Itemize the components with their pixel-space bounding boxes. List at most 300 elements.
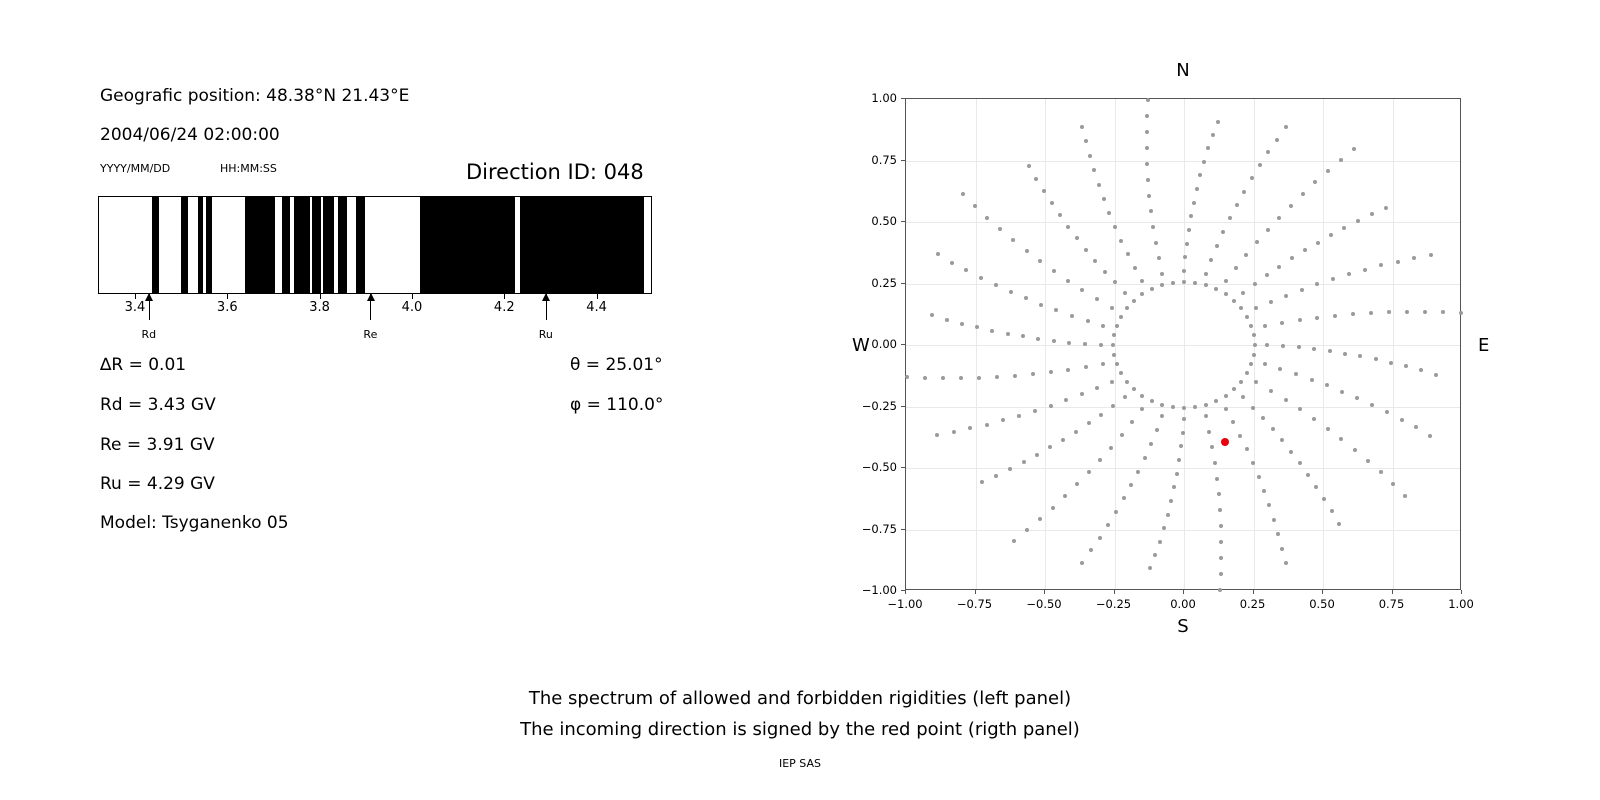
axis-tick-label: 3.8 (309, 300, 330, 315)
direction-dot (1160, 403, 1164, 407)
direction-dot (1067, 341, 1071, 345)
direction-dot (1066, 279, 1070, 283)
direction-dot (1329, 233, 1333, 237)
direction-dot (1207, 430, 1211, 434)
direction-dot (1052, 269, 1056, 273)
x-tickmark (1253, 590, 1254, 594)
axis-tick (597, 294, 598, 299)
direction-dot (1140, 407, 1144, 411)
axis-tick-label: 4.2 (493, 300, 515, 315)
direction-dot (1300, 288, 1304, 292)
direction-dot (1265, 343, 1269, 347)
direction-dot (1145, 130, 1149, 134)
axis-tick (135, 294, 136, 299)
direction-dot (1245, 447, 1249, 451)
x-tick-label: −1.00 (887, 597, 923, 611)
direction-dot (1093, 259, 1097, 263)
direction-dot (1083, 342, 1087, 346)
direction-dot (1400, 418, 1404, 422)
direction-dot (1363, 268, 1367, 272)
direction-dot (1099, 343, 1103, 347)
direction-dot (1272, 518, 1276, 522)
direction-dot (1340, 390, 1344, 394)
y-tick-label: 0.75 (871, 152, 897, 167)
direction-dot (961, 192, 965, 196)
direction-dot (1396, 260, 1400, 264)
direction-dot (1217, 492, 1221, 496)
direction-dot (1011, 238, 1015, 242)
direction-dot (1146, 98, 1150, 102)
direction-dot (1049, 404, 1053, 408)
direction-dot (1038, 517, 1042, 521)
direction-dot (1218, 588, 1222, 592)
direction-dot (1412, 256, 1416, 260)
direction-dot (1253, 282, 1257, 286)
direction-dot (1084, 365, 1088, 369)
forbidden-band (312, 197, 320, 293)
gridline-vertical (1045, 99, 1046, 589)
direction-dot (1058, 213, 1062, 217)
direction-dot (1284, 561, 1288, 565)
direction-dot (1119, 371, 1123, 375)
direction-dot (1025, 249, 1029, 253)
direction-dot (1316, 241, 1320, 245)
direction-dot (1215, 244, 1219, 248)
direction-dot (1252, 353, 1256, 357)
direction-dot (1280, 321, 1284, 325)
direction-dot (994, 474, 998, 478)
direction-dot (1389, 361, 1393, 365)
direction-dot (1328, 349, 1332, 353)
direction-dot (1107, 211, 1111, 215)
direction-dot (1278, 367, 1282, 371)
direction-dot (1263, 324, 1267, 328)
geographic-position-text: Geografic position: 48.38°N 21.43°E (100, 86, 410, 106)
direction-dot (1171, 405, 1175, 409)
direction-dot (1221, 230, 1225, 234)
forbidden-band (294, 197, 310, 293)
direction-dot (1063, 494, 1067, 498)
direction-dot (1263, 362, 1267, 366)
axis-tick-label: 4.0 (401, 300, 423, 315)
direction-dot (1193, 405, 1197, 409)
x-tick-label: −0.75 (956, 597, 993, 611)
forbidden-band (420, 197, 515, 293)
direction-dot (1239, 306, 1243, 310)
direction-dot (1031, 372, 1035, 376)
direction-dot (1289, 204, 1293, 208)
direction-dot (1405, 310, 1409, 314)
direction-dot (1145, 146, 1149, 150)
direction-dot (1001, 418, 1005, 422)
axis-tick (504, 294, 505, 299)
direction-dot (1049, 370, 1053, 374)
direction-dot (1331, 277, 1335, 281)
direction-dot (995, 375, 999, 379)
direction-dot (1095, 386, 1099, 390)
gridline-horizontal (906, 222, 1460, 223)
y-tickmark (901, 406, 905, 407)
direction-dot (1257, 475, 1261, 479)
forbidden-band (181, 197, 188, 293)
direction-dot (1080, 392, 1084, 396)
direction-dot (1213, 461, 1217, 465)
x-tick-label: −0.25 (1095, 597, 1132, 611)
direction-dot (1097, 183, 1101, 187)
direction-dot (964, 268, 968, 272)
direction-dot (1216, 120, 1220, 124)
direction-dot (1204, 272, 1208, 276)
direction-dot (985, 216, 989, 220)
direction-dot (1284, 294, 1288, 298)
direction-dot (1154, 241, 1158, 245)
direction-dot (1423, 310, 1427, 314)
direction-dot (930, 313, 934, 317)
direction-dot (1120, 433, 1124, 437)
direction-dot (1022, 460, 1026, 464)
direction-dot (1312, 417, 1316, 421)
axis-tick-label: 4.4 (586, 300, 607, 315)
direction-dot (1048, 445, 1052, 449)
direction-dot (990, 329, 994, 333)
direction-dot (1064, 398, 1068, 402)
direction-dot (1192, 201, 1196, 205)
direction-dot (1204, 414, 1208, 418)
direction-dot (1102, 197, 1106, 201)
direction-dot (1051, 506, 1055, 510)
direction-dot (1166, 513, 1170, 517)
direction-dot (1441, 310, 1445, 314)
stat-rd: Rd = 3.43 GV (100, 395, 216, 415)
direction-dot (1012, 539, 1016, 543)
direction-dot (1160, 272, 1164, 276)
direction-id-text: Direction ID: 048 (466, 160, 644, 184)
direction-dot (1095, 297, 1099, 301)
direction-dot (1150, 287, 1154, 291)
direction-dot (1374, 357, 1378, 361)
x-tickmark (1044, 590, 1045, 594)
direction-dot (1379, 470, 1383, 474)
direction-dot (1080, 288, 1084, 292)
gridline-vertical (1323, 99, 1324, 589)
direction-dot (1310, 378, 1314, 382)
direction-dot (1202, 160, 1206, 164)
direction-dot (1066, 368, 1070, 372)
direction-dot (1157, 256, 1161, 260)
direction-dot (1160, 283, 1164, 287)
axis-tick-label: 3.6 (216, 300, 238, 315)
direction-dot (1036, 337, 1040, 341)
direction-dot (1266, 228, 1270, 232)
direction-dot (1219, 524, 1223, 528)
direction-dot (1123, 395, 1127, 399)
direction-dot (1312, 347, 1316, 351)
direction-dot (1297, 345, 1301, 349)
direction-dot (1369, 311, 1373, 315)
direction-dot (1183, 255, 1187, 259)
direction-dot (1232, 299, 1236, 303)
direction-dot (1215, 477, 1219, 481)
footer-text: IEP SAS (778, 757, 822, 770)
stat-ru: Ru = 4.29 GV (100, 474, 215, 494)
x-tickmark (1322, 590, 1323, 594)
direction-dot (1252, 333, 1256, 337)
direction-dot (1306, 473, 1310, 477)
direction-dot (1258, 163, 1262, 167)
y-tickmark (901, 344, 905, 345)
direction-dot (1113, 225, 1117, 229)
direction-dot (1119, 239, 1123, 243)
axis-tick (320, 294, 321, 299)
direction-dot (1379, 263, 1383, 267)
direction-dot (1403, 494, 1407, 498)
x-tick-label: 0.75 (1378, 597, 1405, 611)
direction-dot (1262, 489, 1266, 493)
direction-dot (1123, 291, 1127, 295)
direction-dot (1115, 324, 1119, 328)
direction-dot (980, 480, 984, 484)
direction-dot (950, 261, 954, 265)
direction-dot (1158, 540, 1162, 544)
direction-dot (1080, 125, 1084, 129)
x-tickmark (1183, 590, 1184, 594)
direction-dot (1187, 228, 1191, 232)
direction-dot (1130, 420, 1134, 424)
direction-dot (1181, 431, 1185, 435)
direction-dot (1269, 300, 1273, 304)
direction-dot (1172, 485, 1176, 489)
stat-model: Model: Tsyganenko 05 (100, 513, 289, 533)
direction-dot (1204, 403, 1208, 407)
direction-scatter-plot (905, 98, 1461, 590)
direction-dot (1101, 362, 1105, 366)
direction-dot (1224, 407, 1228, 411)
direction-dot (1239, 380, 1243, 384)
direction-dot (1204, 283, 1208, 287)
direction-dot (1280, 547, 1284, 551)
left-panel (0, 0, 760, 800)
direction-dot (959, 376, 963, 380)
direction-dot (1098, 536, 1102, 540)
forbidden-band (520, 197, 644, 293)
direction-dot (1145, 162, 1149, 166)
direction-dot (1074, 430, 1078, 434)
direction-dot (1039, 303, 1043, 307)
direction-dot (1326, 169, 1330, 173)
direction-dot (1255, 240, 1259, 244)
direction-dot (1087, 421, 1091, 425)
direction-dot (1160, 414, 1164, 418)
direction-dot (1119, 315, 1123, 319)
direction-dot (952, 430, 956, 434)
direction-dot (1228, 216, 1232, 220)
stat-theta: θ = 25.01° (570, 355, 663, 375)
y-tick-label: −0.25 (861, 398, 897, 413)
direction-dot (1114, 510, 1118, 514)
direction-dot (1008, 467, 1012, 471)
direction-dot (1101, 324, 1105, 328)
direction-dot (1126, 252, 1130, 256)
compass-east-label: E (1478, 335, 1490, 356)
direction-dot (1298, 461, 1302, 465)
direction-dot (1271, 427, 1275, 431)
direction-dot (1275, 138, 1279, 142)
y-tickmark (901, 529, 905, 530)
direction-dot (1147, 194, 1151, 198)
direction-dot (1009, 290, 1013, 294)
date-format-hint: YYYY/MM/DD (100, 162, 171, 175)
direction-dot (1153, 553, 1157, 557)
direction-dot (1024, 296, 1028, 300)
direction-dot (1244, 253, 1248, 257)
marker-label-rd: Rd (141, 328, 157, 341)
direction-dot (1315, 282, 1319, 286)
direction-dot (1281, 344, 1285, 348)
direction-dot (1242, 190, 1246, 194)
x-tickmark (1114, 590, 1115, 594)
direction-dot (1198, 173, 1202, 177)
direction-dot (1429, 253, 1433, 257)
direction-dot (1404, 364, 1408, 368)
direction-dot (1419, 368, 1423, 372)
direction-dot (1290, 256, 1294, 260)
direction-dot (1143, 456, 1147, 460)
stat-delta-r: ∆R = 0.01 (100, 355, 187, 375)
direction-dot (1459, 311, 1463, 315)
x-tickmark (1392, 590, 1393, 594)
direction-dot (1241, 395, 1245, 399)
direction-dot (975, 325, 979, 329)
direction-dot (1027, 164, 1031, 168)
direction-dot (960, 322, 964, 326)
gridline-horizontal (906, 161, 1460, 162)
forbidden-band (152, 197, 159, 293)
direction-dot (1266, 150, 1270, 154)
direction-dot (1061, 438, 1065, 442)
direction-dot (1136, 470, 1140, 474)
direction-dot (1219, 556, 1223, 560)
direction-dot (1351, 312, 1355, 316)
axis-tick (227, 294, 228, 299)
direction-dot (1326, 427, 1330, 431)
forbidden-band (206, 197, 212, 293)
direction-dot (1352, 147, 1356, 151)
direction-dot (1265, 273, 1269, 277)
direction-dot (1214, 287, 1218, 291)
direction-dot (1414, 425, 1418, 429)
direction-dot (1070, 314, 1074, 318)
direction-dot (1125, 306, 1129, 310)
direction-dot (1391, 482, 1395, 486)
direction-dot (1106, 523, 1110, 527)
x-tickmark (1461, 590, 1462, 594)
direction-dot (1251, 461, 1255, 465)
caption-line-2: The incoming direction is signed by the red point (rigth panel) (520, 719, 1080, 740)
direction-dot (1232, 387, 1236, 391)
direction-dot (1075, 482, 1079, 486)
direction-dot (1434, 373, 1438, 377)
direction-dot (1254, 380, 1258, 384)
direction-dot (1385, 410, 1389, 414)
y-tick-label: 0.50 (871, 214, 897, 228)
direction-dot (1148, 566, 1152, 570)
gridline-vertical (1184, 99, 1185, 589)
direction-dot (1238, 434, 1242, 438)
gridline-horizontal (906, 345, 1460, 346)
direction-dot (1314, 485, 1318, 489)
direction-dot (1224, 292, 1228, 296)
direction-dot (1315, 316, 1319, 320)
direction-dot (1267, 503, 1271, 507)
direction-dot (1353, 448, 1357, 452)
direction-dot (1366, 459, 1370, 463)
direction-dot (1133, 266, 1137, 270)
forbidden-band (282, 197, 290, 293)
direction-dot (1210, 445, 1214, 449)
y-tick-label: −1.00 (861, 583, 897, 597)
direction-dot (1276, 532, 1280, 536)
x-tick-label: 0.50 (1309, 597, 1335, 611)
direction-dot (1269, 389, 1273, 393)
direction-dot (1289, 450, 1293, 454)
forbidden-band (245, 197, 275, 293)
direction-dot (977, 376, 981, 380)
forbidden-band (323, 197, 333, 293)
direction-dot (935, 433, 939, 437)
axis-tick (412, 294, 413, 299)
direction-dot (1110, 306, 1114, 310)
direction-dot (1325, 383, 1329, 387)
direction-dot (1214, 399, 1218, 403)
direction-dot (1370, 212, 1374, 216)
direction-dot (1099, 413, 1103, 417)
direction-dot (1054, 308, 1058, 312)
direction-dot (1298, 318, 1302, 322)
direction-dot (1339, 437, 1343, 441)
direction-dot (1155, 428, 1159, 432)
marker-arrow-re (370, 294, 371, 320)
direction-dot (1179, 444, 1183, 448)
direction-dot (1150, 399, 1154, 403)
direction-dot (1151, 225, 1155, 229)
direction-dot (985, 423, 989, 427)
direction-dot (1013, 374, 1017, 378)
compass-south-label: S (1177, 616, 1189, 637)
direction-dot (905, 375, 909, 379)
direction-dot (1182, 417, 1186, 421)
direction-dot (1387, 310, 1391, 314)
direction-dot (945, 318, 949, 322)
direction-dot (1042, 189, 1046, 193)
direction-dot (1224, 394, 1228, 398)
direction-dot (1140, 394, 1144, 398)
direction-dot (1245, 315, 1249, 319)
direction-dot (1017, 414, 1021, 418)
direction-dot (1284, 398, 1288, 402)
datetime-text: 2004/06/24 02:00:00 (100, 125, 280, 145)
direction-dot (1355, 396, 1359, 400)
direction-dot (1182, 269, 1186, 273)
marker-label-ru: Ru (538, 328, 553, 341)
direction-dot (1253, 343, 1257, 347)
direction-dot (1175, 472, 1179, 476)
direction-dot (1086, 319, 1090, 323)
direction-dot (1206, 146, 1210, 150)
x-tick-label: 0.25 (1239, 597, 1266, 611)
gridline-horizontal (906, 468, 1460, 469)
direction-dot (1038, 259, 1042, 263)
x-tickmark (975, 590, 976, 594)
